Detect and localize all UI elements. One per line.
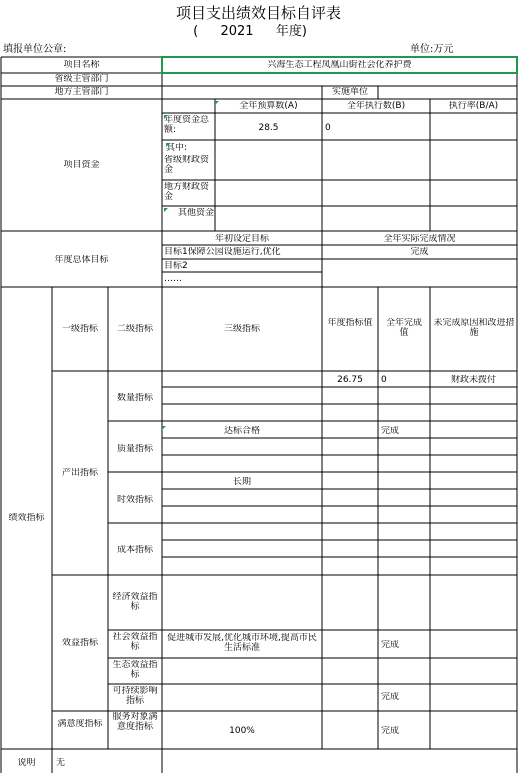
quantity-target[interactable]: 26.75 [337,375,363,385]
goals-section-label: 年度总体目标 [54,255,109,265]
quantity-reason[interactable]: 财政未拨付 [450,375,496,385]
output-label: 产出指标 [61,468,98,478]
quality-label: 质量指标 [116,444,153,454]
goal-1-actual[interactable]: 完成 [410,247,429,257]
quantity-label: 数量指标 [116,393,153,403]
economic-label: 经济效益指标 [112,592,158,612]
h-level3: 三级指标 [223,324,260,334]
sustain-done[interactable]: 完成 [381,692,400,702]
service-done[interactable]: 完成 [381,726,400,736]
total-exec-value[interactable]: 0 [325,123,331,133]
h-target: 年度指标值 [327,318,373,328]
row-total-label: 年度资金总额: [164,115,214,139]
goal-ellipsis: …… [164,274,182,284]
quality-done[interactable]: 完成 [381,426,400,436]
page-title: 项目支出绩效目标自评表 [175,4,341,22]
h-level1: 一级指标 [61,324,98,334]
funds-section-label: 项目资金 [63,160,100,170]
year-line [190,24,310,40]
goal-2-text[interactable]: 目标2 [164,261,188,271]
note-value[interactable]: 无 [56,758,66,768]
impl-unit-label: 实施单位 [331,87,368,97]
col-exec-header: 全年执行数(B) [346,101,406,111]
time-target[interactable]: 长期 [232,477,251,487]
social-done[interactable]: 完成 [381,640,400,650]
sustain-label: 可持续影响指标 [112,686,158,706]
benefit-label: 效益指标 [61,638,98,648]
col-rate-header: 执行率(B/A) [448,101,499,111]
time-label: 时效指标 [116,495,153,505]
col-initial-header: 年初设定目标 [214,234,269,244]
h-done: 全年完成值 [385,318,422,338]
satisfaction-label: 满意度指标 [57,719,103,729]
row-provincial-label: 省级财政资金 [164,155,210,175]
year-value: 2021 [220,24,254,39]
unit-label: 单位:万元 [410,44,454,55]
year-suffix: 年度) [275,24,307,39]
project-name-label: 项目名称 [63,60,100,70]
h-level2: 二级指标 [116,324,153,334]
col-budget-header: 全年预算数(A) [215,101,322,111]
provincial-dept-label: 省级主管部门 [54,74,109,84]
goal-1-text[interactable]: 目标1保障公园设施运行,优化 [164,247,281,257]
social-text[interactable]: 促进城市发展,优化城市环境,提高市民生活标准 [167,633,317,653]
row-other-label: 其他资金 [164,208,214,230]
quality-target[interactable]: 达标合格 [162,426,322,436]
col-actual-header: 全年实际完成情况 [383,234,456,244]
row-local-label: 地方财政资金 [164,182,210,202]
quantity-done[interactable]: 0 [381,375,387,385]
project-name-value[interactable]: 兴海生态工程凤凰山街社会化养护费 [267,60,412,70]
year-open: ( [193,24,199,39]
service-label: 服务对象满意度指标 [112,712,158,732]
service-target[interactable]: 100% [229,726,255,736]
filling-unit-label: 填报单位公章: [3,44,67,55]
cost-label: 成本指标 [116,545,153,555]
row-of-which-label: 其中: [166,143,214,153]
perf-section-label: 绩效指标 [8,513,45,523]
h-reason: 未完成原因和改进措施 [433,318,515,338]
local-dept-label: 地方主管部门 [54,87,109,97]
note-label: 说明 [17,758,36,768]
social-label: 社会效益指标 [112,632,158,652]
eco-label: 生态效益指标 [112,660,158,680]
total-budget-value[interactable]: 28.5 [258,123,279,133]
